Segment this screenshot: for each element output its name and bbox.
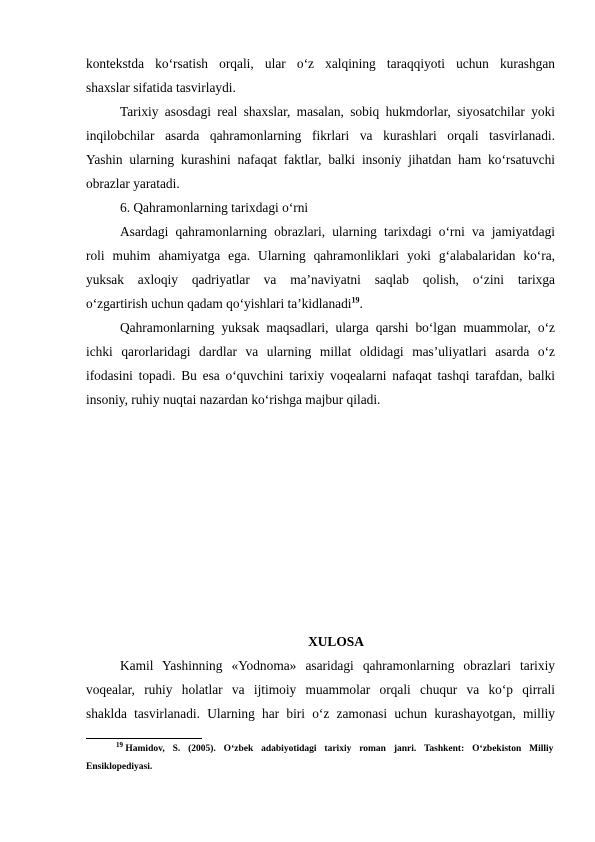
section-title: XULOSA: [308, 634, 364, 649]
paragraph-line: voqealar, ruhiy holatlar va ijtimoiy muammolar orqali chuqur va ko‘p qirrali: [86, 682, 555, 697]
paragraph-line: shaklda tasvirlanadi. Ularning har biri o‘z zamonasi uchun kurashayotgan, milliy: [86, 706, 555, 721]
paragraph-line: inqilobchilar asarda qahramonlarning fikrlari va kurashlari orqali tasvirlanadi.: [86, 128, 555, 143]
footnote-separator: [86, 738, 202, 739]
paragraph-line: kontekstda ko‘rsatish orqali, ular o‘z xalqining taraqqiyoti uchun kurashgan: [86, 56, 555, 71]
paragraph-line: [86, 296, 555, 312]
paragraph-line: Tarixiy asosdagi real shaxslar, masalan, sobiq hukmdorlar, siyosatchilar yoki: [120, 104, 555, 119]
paragraph-line: Asardagi qahramonlarning obrazlari, ularning tarixdagi o‘rni va jamiyatdagi: [120, 224, 555, 239]
paragraph-line: Qahramonlarning yuksak maqsadlari, ularga qarshi bo‘lgan muammolar, o‘z: [120, 320, 555, 335]
paragraph-line: Kamil Yashinning «Yodnoma» asaridagi qahramonlarning obrazlari tarixiy: [120, 658, 555, 673]
paragraph-line: Yashin ularning kurashini nafaqat faktlar, balki insoniy jihatdan ham ko‘rsatuvchi: [86, 152, 555, 167]
section-heading: 6. Qahramonlarning tarixdagi o‘rni: [120, 200, 309, 215]
paragraph-line: yuksak axloqiy qadriyatlar va ma’naviyatni saqlab qolish, o‘zini tarixga: [86, 272, 555, 287]
footnote-line: Ensiklopediyasi.: [86, 762, 153, 772]
paragraph-line: insoniy, ruhiy nuqtai nazardan ko‘rishga majbur qiladi.: [86, 392, 381, 407]
footnote-number: 19: [116, 740, 123, 749]
footnote-reference[interactable]: 19: [351, 295, 360, 305]
paragraph-line: ichki qarorlaridagi dardlar va ularning millat oldidagi mas’uliyatlari asarda o‘z: [86, 344, 555, 359]
paragraph-line: obrazlar yaratadi.: [86, 176, 180, 191]
paragraph-text: o‘zgartirish uchun qadam qo‘yishlari ta’kidlanadi: [86, 296, 352, 311]
paragraph-line: ifodasini topadi. Bu esa o‘quvchini tarixiy voqealarni nafaqat tashqi tarafdan, balki: [86, 368, 555, 383]
paragraph-line: roli muhim ahamiyatga ega. Ularning qahramonliklari yoki g‘alabalaridan ko‘ra,: [86, 248, 555, 263]
paragraph-text: .: [359, 296, 363, 311]
footnote-line: [116, 740, 555, 758]
paragraph-line: shaxslar sifatida tasvirlaydi.: [86, 80, 236, 95]
footnote-text: Hamidov, S. (2005). O‘zbek adabiyotidagi tarixiy roman janri. Tashkent: O‘zbekiston Milliy: [125, 744, 554, 754]
